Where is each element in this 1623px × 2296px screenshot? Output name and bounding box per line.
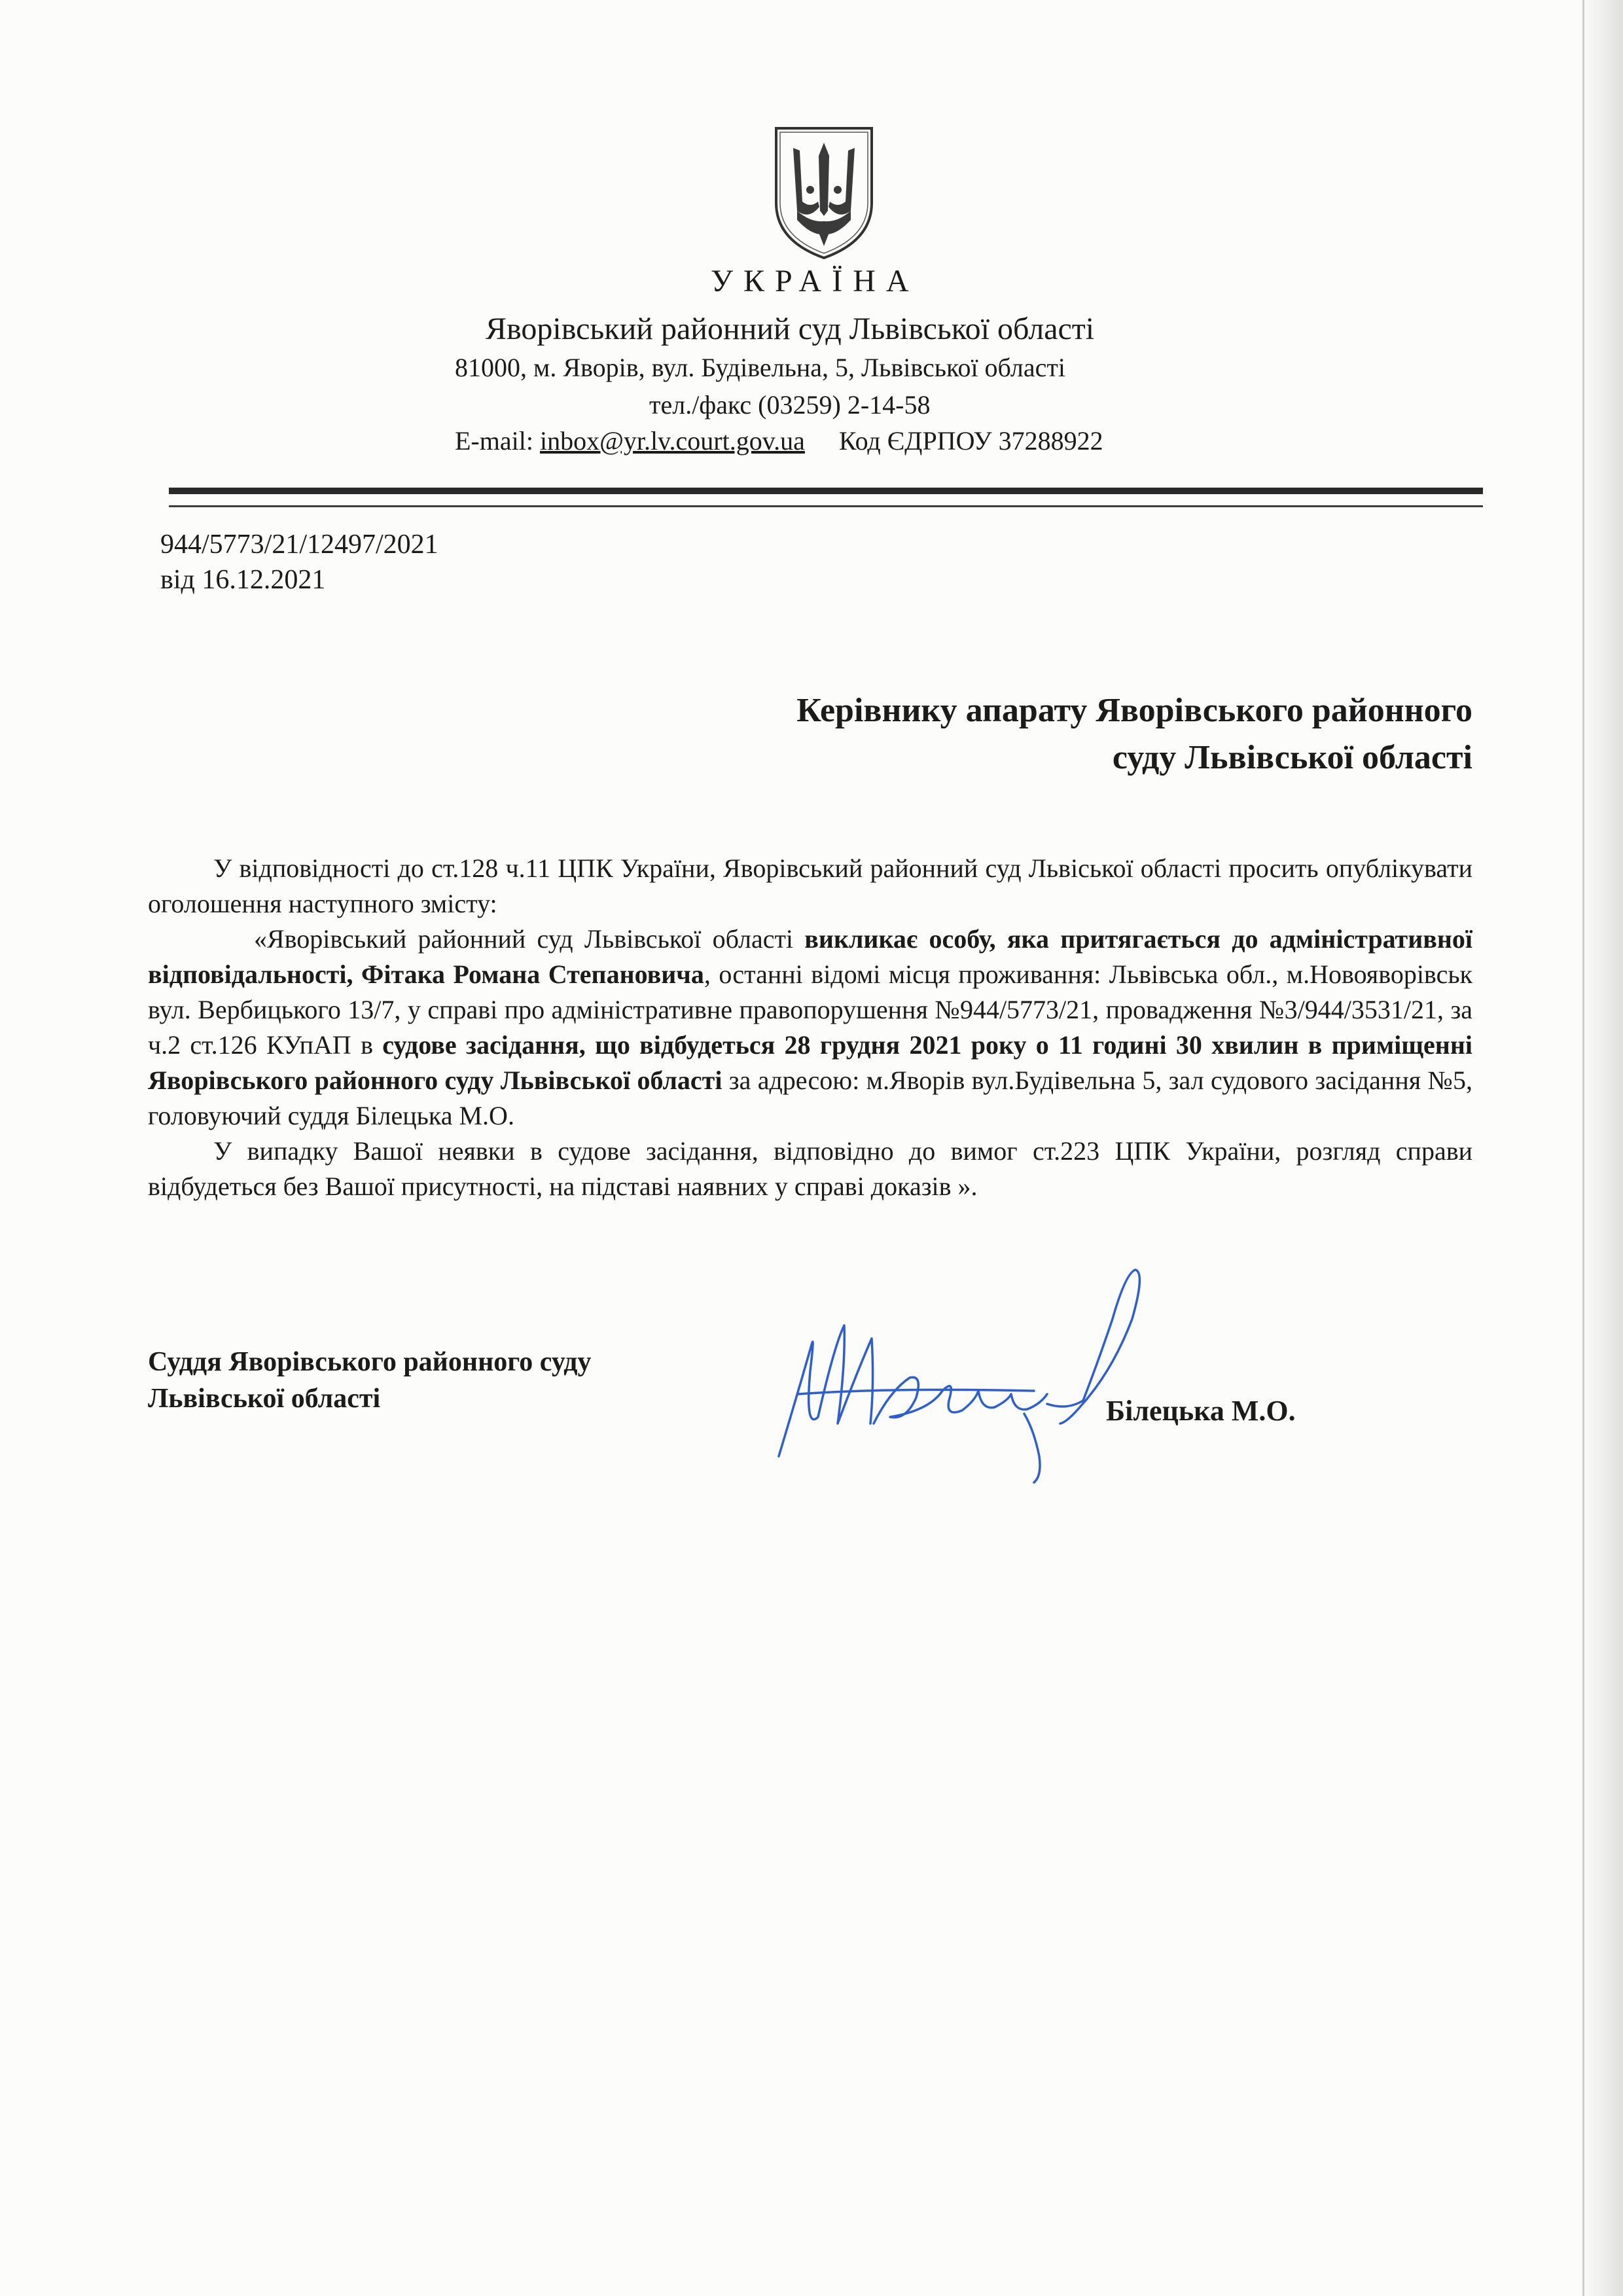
announcement-part-2: , останні відомі місця проживання: Львівська обл., м.Новояворівськ вул. Вербицького 13/7, у справі про адміністративне правопорушення №944/5773/21, провадження №3/944/3531/21, за ч.2 ст.126 КУпАП в	[148, 960, 1473, 1060]
addressee	[589, 687, 1472, 781]
announcement-part-3: за адресою: м.Яворів вул.Будівельна 5, зал судового засідання №5, головуючий суддя Білецька М.О.	[148, 1066, 1473, 1130]
edrpou-code: Код ЄДРПОУ 37288922	[838, 426, 1103, 456]
addressee-line-1: Керівнику апарату Яворівського районного	[796, 692, 1472, 729]
paragraph-absence-notice: У випадку Вашої неявки в судове засідання, відповідно до вимог ст.223 ЦПК України, розгляд справи відбудеться без Вашої присутності, на підставі наявних у справі доказів ».	[148, 1136, 1472, 1201]
signer-title-line-1: Суддя Яворівського районного суду	[148, 1347, 592, 1377]
announcement-summons: викликає особу, яка притягається до адміністративної відповідальності, Фітака Романа Степановича	[148, 924, 1472, 989]
signer-title	[148, 1344, 592, 1417]
court-address: 81000, м. Яворів, вул. Будівельна, 5, Львівської області	[455, 353, 1065, 382]
email-label: E-mail:	[455, 426, 533, 456]
handwritten-signature	[759, 1260, 1152, 1489]
court-phone: тел./факс (03259) 2-14-58	[649, 390, 931, 420]
paragraph-intro: У відповідності до ст.128 ч.11 ЦПК України, Яворівський районний суд Львіської області просить опублікувати оголошення наступного змісту:	[148, 853, 1472, 918]
court-name: Яворівський районний суд Львівської області	[486, 312, 1095, 346]
paragraph-announcement	[148, 922, 1472, 1134]
country-name: УКРАЇНА	[711, 264, 919, 298]
addressee-line-2: суду Львівської області	[1112, 739, 1472, 776]
scan-edge	[1582, 0, 1584, 2296]
header-divider-thin	[169, 505, 1483, 507]
signer-title-line-2: Львівської області	[148, 1384, 381, 1414]
email-line	[455, 425, 1103, 456]
header-divider-thick	[169, 488, 1483, 494]
email-link[interactable]: inbox@yr.lv.court.gov.ua	[539, 426, 805, 456]
trident-coat-of-arms-icon	[771, 124, 877, 262]
reference-number: 944/5773/21/12497/2021	[160, 529, 438, 560]
reference-date: від 16.12.2021	[160, 565, 326, 595]
announcement-hearing: судове засідання, що відбудеться 28 грудня 2021 року о 11 годині 30 хвилин в приміщенні Яворівського районного суду Львівської області	[148, 1030, 1473, 1095]
signer-name: Білецька М.О.	[1106, 1395, 1296, 1427]
letter-body	[148, 851, 1472, 1204]
announcement-part-1: «Яворівський районний суд Львівської області	[254, 924, 805, 954]
